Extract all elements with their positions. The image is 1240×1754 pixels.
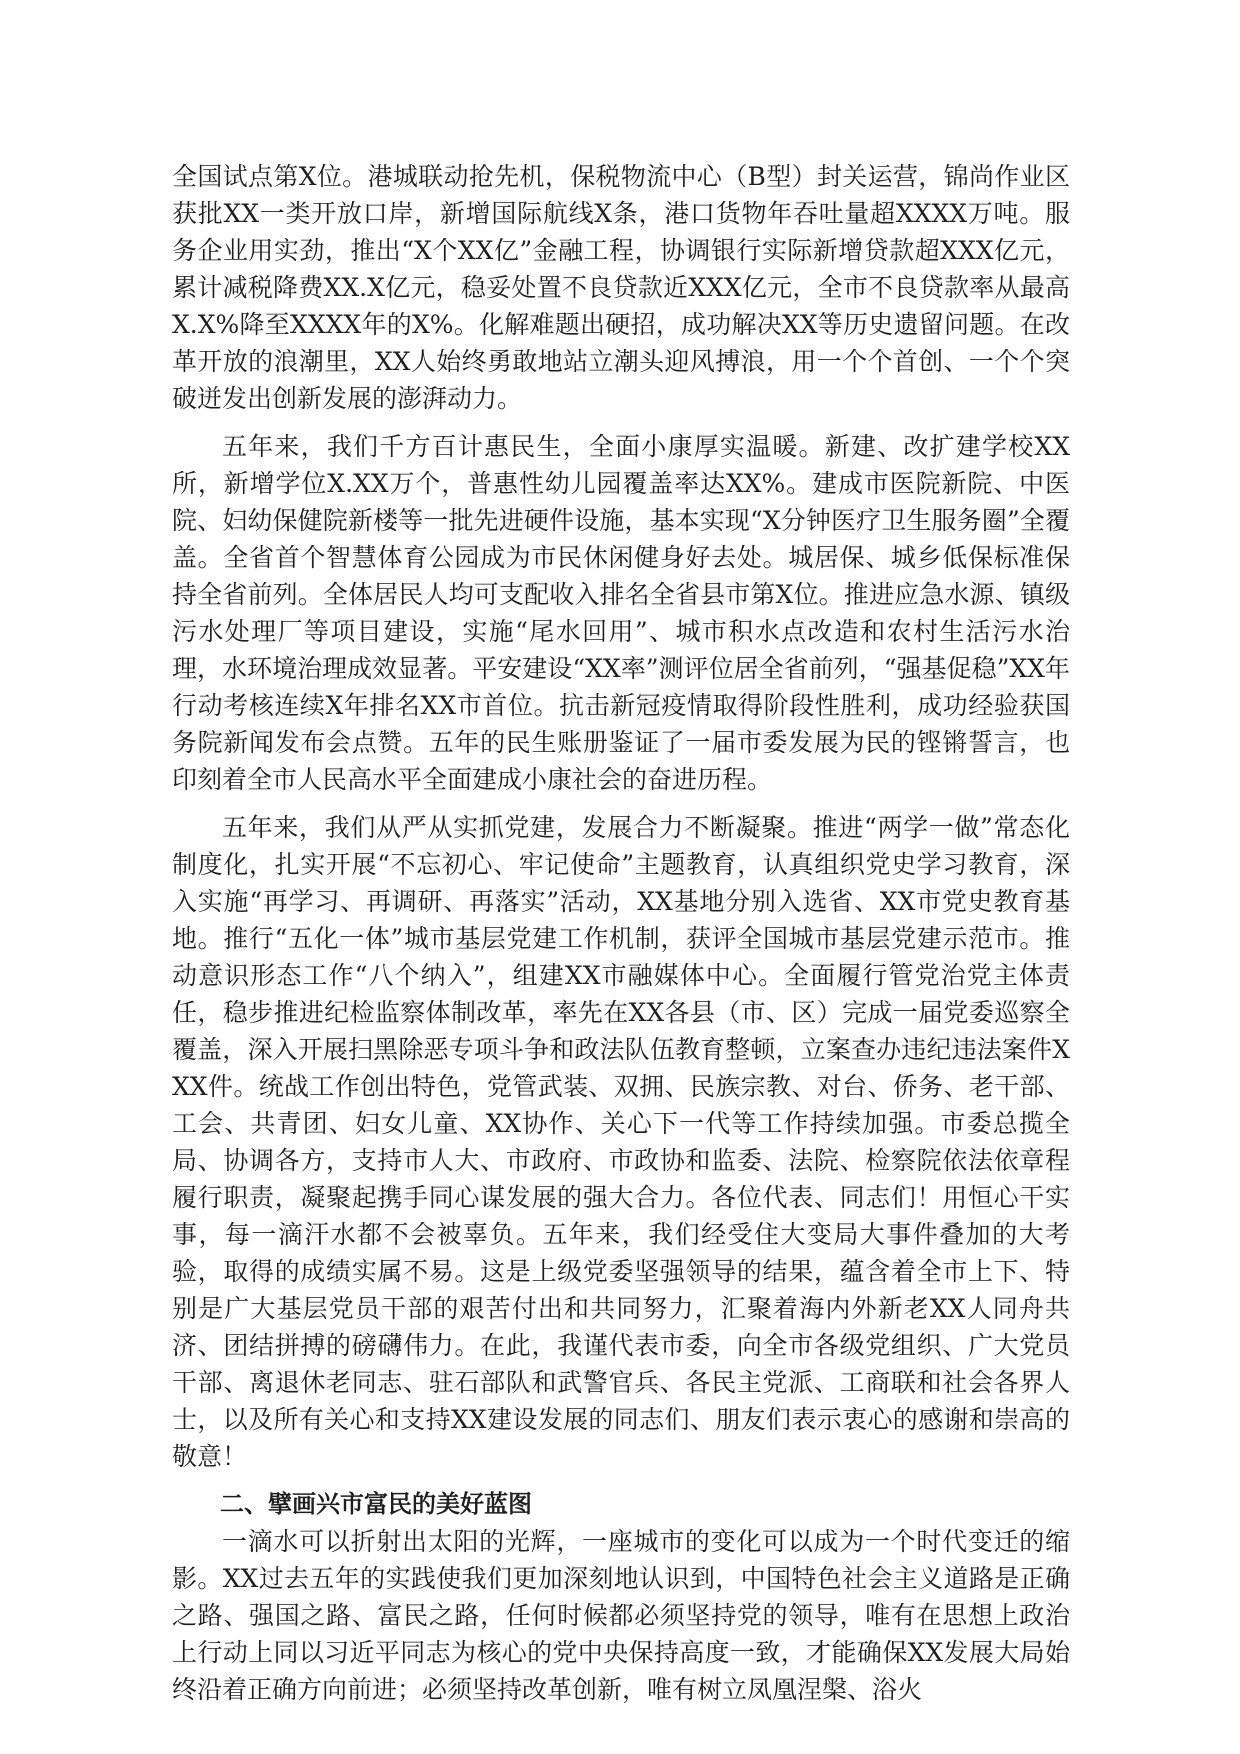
paragraph-blueprint: 一滴水可以折射出太阳的光辉，一座城市的变化可以成为一个时代变迁的缩影。XX过去五年的实践使我们更加深刻地认识到，中国特色社会主义道路是正确之路、强国之路、富民之路，任何时候都必须坚持党的领导，唯有在思想上政治上行动上同以习近平同志为核心的党中央保持高度一致，才能确保XX发展大局始终沿着正确方向前进；必须坚持改革创新，唯有树立凤凰涅槃、浴火 [172,1527,1070,1704]
document-page [172,158,1070,1708]
paragraph-livelihood: 五年来，我们千方百计惠民生，全面小康厚实温暖。新建、改扩建学校XX所，新增学位X.XX万个，普惠性幼儿园覆盖率达XX%。建成市医院新院、中医院、妇幼保健院新楼等一批先进硬件设施，基本实现“X分钟医疗卫生服务圈”全覆盖。全省首个智慧体育公园成为市民休闲健身好去处。城居保、城乡低保标准保持全省前列。全体居民人均可支配收入排名全省县市第X位。推进应急水源、镇级污水处理厂等项目建设，实施“尾水回用”、城市积水点改造和农村生活污水治理，水环境治理成效显著。平安建设“XX率”测评位居全省前列，“强基促稳”XX年行动考核连续X年排名XX市首位。抗击新冠疫情取得阶段性胜利，成功经验获国务院新闻发布会点赞。五年的民生账册鉴证了一届市委发展为民的铿锵誓言，也印刻着全市人民高水平全面建成小康社会的奋进历程。 [172,432,1070,794]
section-heading: 二、擘画兴市富民的美好蓝图 [220,1490,532,1518]
paragraph-party-building: 五年来，我们从严从实抓党建，发展合力不断凝聚。推进“两学一做”常态化制度化，扎实开展“不忘初心、牢记使命”主题教育，认真组织党史学习教育，深入实施“再学习、再调研、再落实”活动，XX基地分别入选省、XX市党史教育基地。推行“五化一体”城市基层党建工作机制，获评全国城市基层党建示范市。推动意识形态工作“八个纳入”，组建XX市融媒体中心。全面履行管党治党主体责任，稳步推进纪检监察体制改革，率先在XX各县（市、区）完成一届党委巡察全覆盖，深入开展扫黑除恶专项斗争和政法队伍教育整顿，立案查办违纪违法案件XXX件。统战工作创出特色，党管武装、双拥、民族宗教、对台、侨务、老干部、工会、共青团、妇女儿童、XX协作、关心下一代等工作持续加强。市委总揽全局、协调各方，支持市人大、市政府、市政协和监委、法院、检察院依法依章程履行职责，凝聚起携手同心谋发展的强大合力。各位代表、同志们！用恒心干实事，每一滴汗水都不会被辜负。五年来，我们经受住大变局大事件叠加的大考验，取得的成绩实属不易。这是上级党委坚强领导的结果，蕴含着全市上下、特别是广大基层党员干部的艰苦付出和共同努力，汇聚着海内外新老XX人同舟共济、团结拼搏的磅礴伟力。在此，我谨代表市委，向全市各级党组织、广大党员干部、离退休老同志、驻石部队和武警官兵、各民主党派、工商联和社会各界人士，以及所有关心和支持XX建设发展的同志们、朋友们表示衷心的感谢和崇高的敬意！ [172,813,1070,1471]
paragraph-reform: 全国试点第X位。港城联动抢先机，保税物流中心（B型）封关运营，锦尚作业区获批XX一类开放口岸，新增国际航线X条，港口货物年吞吐量超XXXX万吨。服务企业用实劲，推出“X个XX亿”金融工程，协调银行实际新增贷款超XXX亿元，累计减税降费XX.X亿元，稳妥处置不良贷款近XXX亿元，全市不良贷款率从最高X.X%降至XXXX年的X%。化解难题出硬招，成功解决XX等历史遗留问题。在改革开放的浪潮里，XX人始终勇敢地站立潮头迎风搏浪，用一个个首创、一个个突破迸发出创新发展的澎湃动力。 [172,162,1070,413]
